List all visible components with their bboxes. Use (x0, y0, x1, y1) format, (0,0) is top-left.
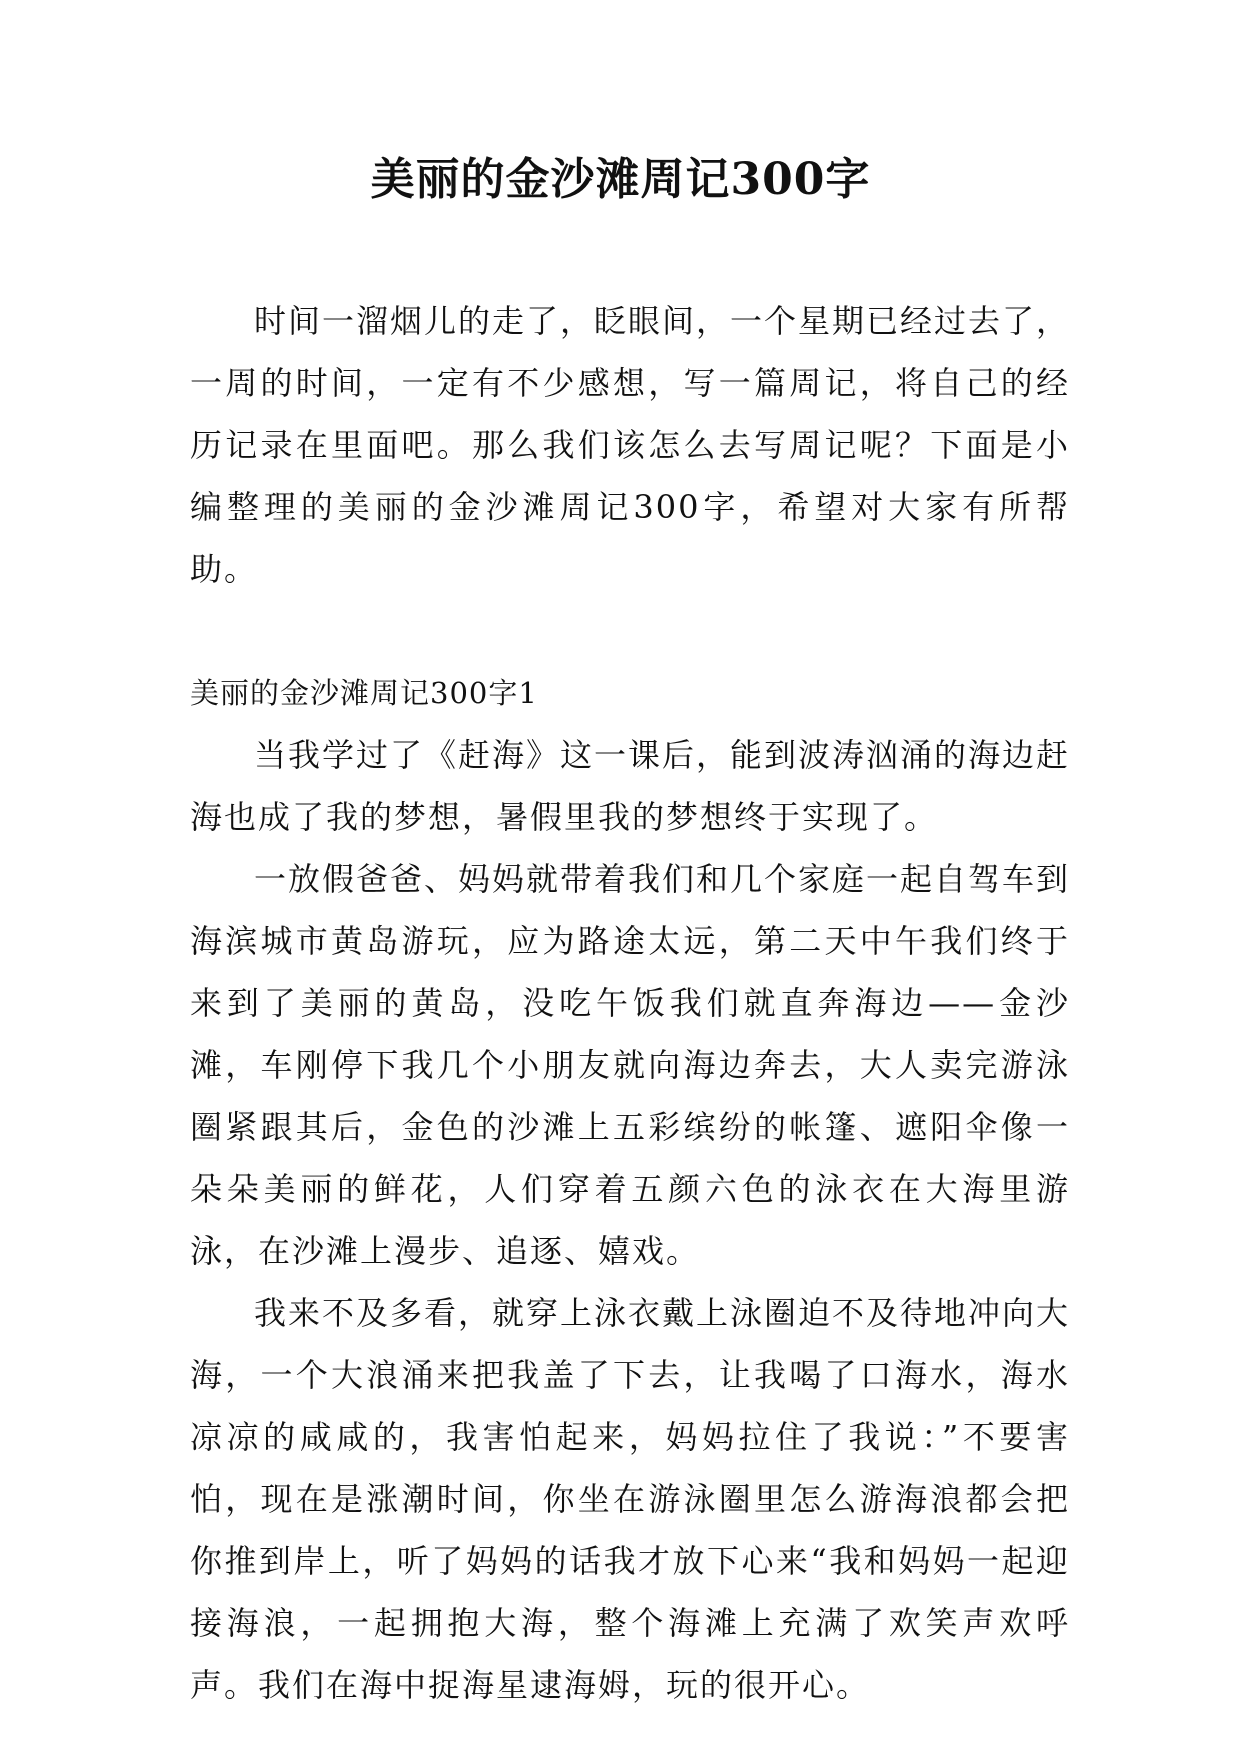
document-title: 美丽的金沙滩周记300字 (370, 154, 871, 205)
intro-paragraph: 时间一溜烟儿的走了，眨眼间，一个星期已经过去了，一周的时间，一定有不少感想，写一篇周记，将自己的经历记录在里面吧。那么我们该怎么去写周记呢？下面是小编整理的美丽的金沙滩周记300字，希望对大家有所帮助。 (190, 302, 1071, 588)
section-heading: 美丽的金沙滩周记300字1 (190, 676, 538, 710)
document-body (190, 290, 1070, 1716)
body-paragraph-1: 当我学过了《赶海》这一课后，能到波涛汹涌的海边赶海也成了我的梦想，暑假里我的梦想终于实现了。 (190, 736, 1071, 836)
body-paragraph-2: 一放假爸爸、妈妈就带着我们和几个家庭一起自驾车到海滨城市黄岛游玩，应为路途太远，第二天中午我们终于来到了美丽的黄岛，没吃午饭我们就直奔海边——金沙滩，车刚停下我几个小朋友就向海边奔去，大人卖完游泳圈紧跟其后，金色的沙滩上五彩缤纷的帐篷、遮阳伞像一朵朵美丽的鲜花，人们穿着五颜六色的泳衣在大海里游泳，在沙滩上漫步、追逐、嬉戏。 (190, 860, 1071, 1270)
body-paragraph-3: 我来不及多看，就穿上泳衣戴上泳圈迫不及待地冲向大海，一个大浪涌来把我盖了下去，让我喝了口海水，海水凉凉的咸咸的，我害怕起来，妈妈拉住了我说：”不要害怕，现在是涨潮时间，你坐在游泳圈里怎么游海浪都会把你推到岸上，听了妈妈的话我才放下心来“我和妈妈一起迎接海浪，一起拥抱大海，整个海滩上充满了欢笑声欢呼声。我们在海中捉海星逮海姆，玩的很开心。 (190, 1294, 1071, 1704)
